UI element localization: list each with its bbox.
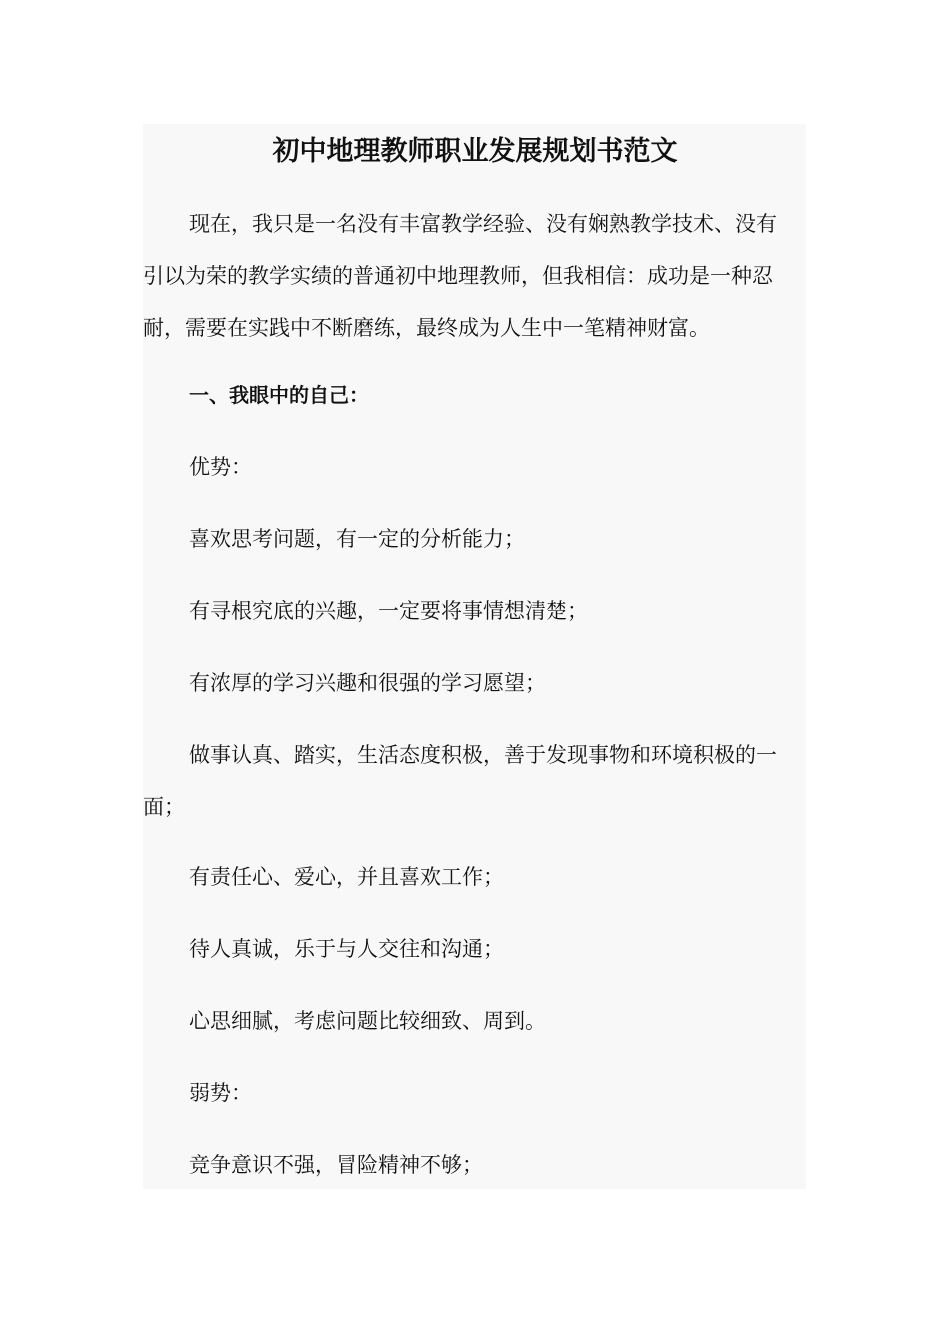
intro-paragraph: 现在，我只是一名没有丰富教学经验、没有娴熟教学技术、没有引以为荣的教学实绩的普通初中地理教师，但我相信：成功是一种忍耐，需要在实践中不断磨练，最终成为人生中一笔精神财富。	[143, 212, 777, 340]
strength-item: 有责任心、爱心，并且喜欢工作；	[189, 865, 504, 889]
strength-item: 待人真诚，乐于与人交往和沟通；	[189, 937, 504, 961]
strength-item: 有寻根究底的兴趣，一定要将事情想清楚；	[189, 599, 588, 623]
weakness-item: 竞争意识不强，冒险精神不够；	[189, 1153, 483, 1177]
document-title: 初中地理教师职业发展规划书范文	[272, 136, 678, 167]
strength-item: 有浓厚的学习兴趣和很强的学习愿望；	[189, 671, 546, 695]
strength-item: 心思细腻，考虑问题比较细致、周到。	[189, 1009, 546, 1033]
weaknesses-label: 弱势：	[189, 1081, 252, 1105]
strength-item: 做事认真、踏实，生活态度积极，善于发现事物和环境积极的一面；	[143, 743, 777, 819]
section-heading-self: 一、我眼中的自己：	[189, 383, 369, 407]
strengths-label: 优势：	[189, 455, 252, 479]
strength-item: 喜欢思考问题，有一定的分析能力；	[189, 527, 525, 551]
